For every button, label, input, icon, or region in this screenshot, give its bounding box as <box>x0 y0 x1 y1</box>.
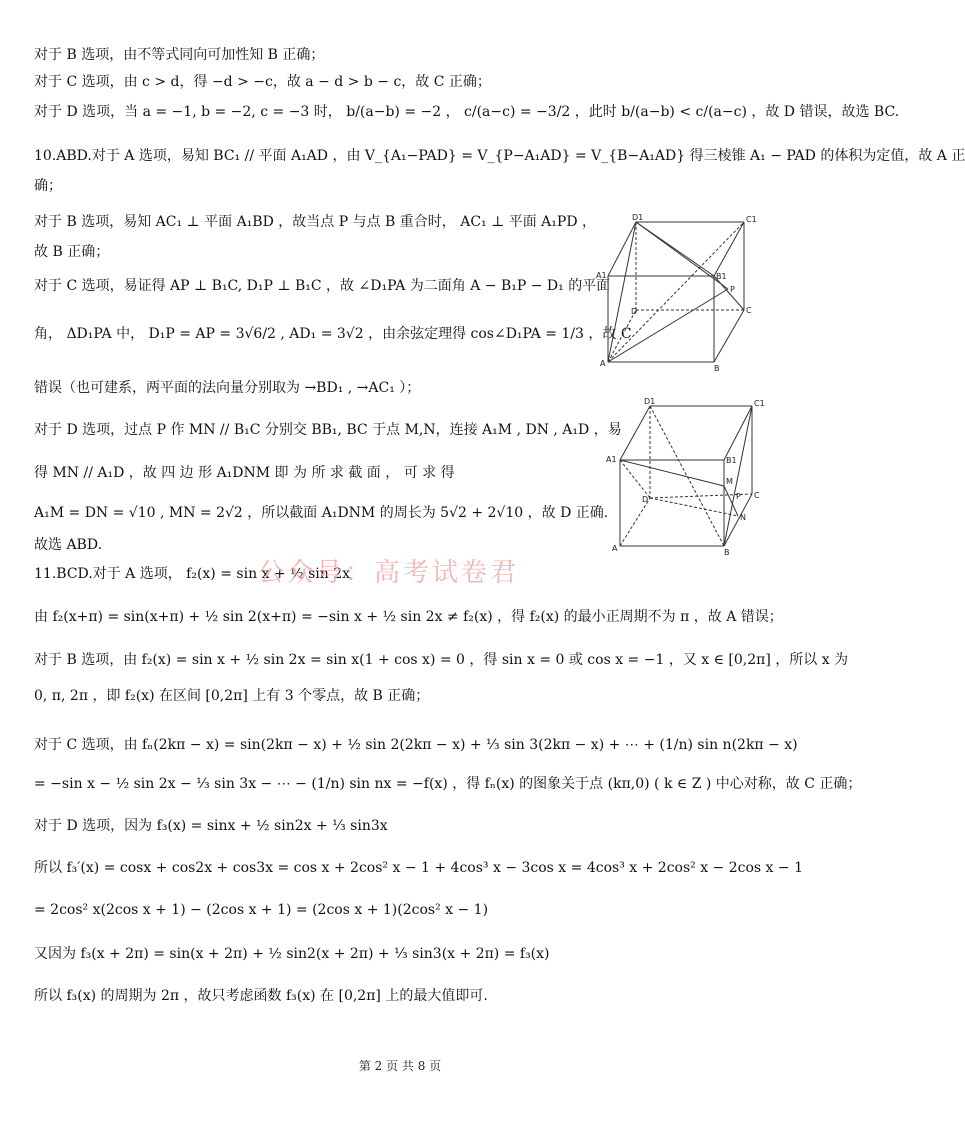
text-line-9: 角， ΔD₁PA 中， D₁P = AP = 3√6/2 , AD₁ = 3√2 ，由余弦定理得 cos∠D₁PA = 1/3 ，故 C <box>34 326 632 342</box>
text-line-3: 对于 D 选项，当 a = −1, b = −2, c = −3 时， b/(a−b) = −2 ， c/(a−c) = −3/2 ，此时 b/(a−b) < c/(a−c) ，故 D 错误，故选 BC. <box>34 104 900 120</box>
label-D-fig1: D <box>631 307 638 316</box>
watermark: 公众号：高考试卷君 <box>258 558 520 588</box>
label-A-fig2: A <box>612 544 618 553</box>
text-line-4: 10.ABD.对于 A 选项，易知 BC₁ // 平面 A₁AD ，由 V_{A₁−PAD} = V_{P−A₁AD} = V_{B−A₁AD} 得三棱锥 A₁ − PAD 的体积为定值，故 A 正 <box>34 148 965 164</box>
text-line-7: 故 B 正确； <box>34 244 110 260</box>
label-N-fig2: N <box>740 513 746 522</box>
label-A1-fig1: A1 <box>596 271 607 280</box>
text-line-25: 所以 f₃(x) 的周期为 2π ，故只考虑函数 f₃(x) 在 [0,2π] 上的最大值即可. <box>34 988 488 1004</box>
text-line-16: 由 f₂(x+π) = sin(x+π) + ½ sin 2(x+π) = −sin x + ½ sin 2x ≠ f₂(x) ，得 f₂(x) 的最小正周期不为 π ，故 A 错误； <box>34 609 783 625</box>
label-D-fig2: D <box>642 495 649 504</box>
text-line-17: 对于 B 选项，由 f₂(x) = sin x + ½ sin 2x = sin x(1 + cos x) = 0 ，得 sin x = 0 或 cos x = −1 ，又 x ∈ [0,2π] ，所以 x 为 <box>34 652 849 668</box>
text-line-11: 对于 D 选项，过点 P 作 MN // B₁C 分别交 BB₁, BC 于点 M,N，连接 A₁M , DN , A₁D ，易 <box>34 422 622 438</box>
text-line-15: 11.BCD.对于 A 选项， f₂(x) = sin x + ½ sin 2x <box>34 566 351 582</box>
cube-figure-2 <box>604 398 774 558</box>
label-P-fig1: P <box>730 285 735 294</box>
text-line-19: 对于 C 选项，由 fₙ(2kπ − x) = sin(2kπ − x) + ½ sin 2(2kπ − x) + ⅓ sin 3(2kπ − x) + ⋯ + (1/n) sin n(2kπ − x) <box>34 737 798 753</box>
text-line-24: 又因为 f₃(x + 2π) = sin(x + 2π) + ½ sin2(x + 2π) + ⅓ sin3(x + 2π) = f₃(x) <box>34 946 550 962</box>
text-line-18: 0, π, 2π ，即 f₂(x) 在区间 [0,2π] 上有 3 个零点，故 B 正确； <box>34 688 430 704</box>
label-C1-fig1: C1 <box>746 215 757 224</box>
label-D1-fig1: D1 <box>632 213 644 222</box>
label-B1-fig1: B1 <box>716 272 727 281</box>
label-M-fig2: M <box>726 477 733 486</box>
label-C-fig1: C <box>746 306 752 315</box>
text-line-6: 对于 B 选项，易知 AC₁ ⊥ 平面 A₁BD ，故当点 P 与点 B 重合时， AC₁ ⊥ 平面 A₁PD ， <box>34 214 597 230</box>
text-line-8: 对于 C 选项，易证得 AP ⊥ B₁C, D₁P ⊥ B₁C ，故 ∠D₁PA 为二面角 A − B₁P − D₁ 的平面 <box>34 278 611 294</box>
text-line-20: = −sin x − ½ sin 2x − ⅓ sin 3x − ⋯ − (1/n) sin nx = −f(x) ，得 fₙ(x) 的图象关于点 (kπ,0) ( k ∈ Z ) 中心对称，故 C 正确； <box>34 776 862 792</box>
label-A-fig1: A <box>600 359 606 368</box>
label-C-fig2: C <box>754 491 760 500</box>
text-line-22: 所以 f₃′(x) = cosx + cos2x + cos3x = cos x + 2cos² x − 1 + 4cos³ x − 3cos x = 4cos³ x + 2cos² x − 2cos x − 1 <box>34 860 803 876</box>
text-line-14: 故选 ABD. <box>34 537 103 553</box>
text-line-1: 对于 B 选项，由不等式同向可加性知 B 正确； <box>34 47 325 63</box>
label-A1-fig2: A1 <box>606 455 617 464</box>
text-line-21: 对于 D 选项，因为 f₃(x) = sinx + ½ sin2x + ⅓ sin3x <box>34 818 388 834</box>
label-P-fig2: P <box>736 492 741 501</box>
label-B-fig2: B <box>724 548 730 557</box>
label-C1-fig2: C1 <box>754 399 765 408</box>
label-B-fig1: B <box>714 364 720 373</box>
text-line-10: 错误（也可建系，两平面的法向量分别取为 →BD₁ , →AC₁ ）； <box>34 380 421 396</box>
label-B1-fig2: B1 <box>726 456 737 465</box>
label-D1-fig2: D1 <box>644 397 656 406</box>
text-line-5: 确； <box>34 178 62 194</box>
cube-figure-1 <box>596 214 766 374</box>
text-line-13: A₁M = DN = √10 , MN = 2√2 ，所以截面 A₁DNM 的周长为 5√2 + 2√10 ，故 D 正确. <box>34 505 609 521</box>
text-line-12: 得 MN // A₁D ，故 四 边 形 A₁DNM 即 为 所 求 截 面 ， 可 求 得 <box>34 465 455 481</box>
page-footer: 第 2 页 共 8 页 <box>358 1059 442 1073</box>
text-line-2: 对于 C 选项，由 c > d，得 −d > −c，故 a − d > b − c，故 C 正确； <box>34 74 491 90</box>
text-line-23: = 2cos² x(2cos x + 1) − (2cos x + 1) = (2cos x + 1)(2cos² x − 1) <box>34 902 489 918</box>
